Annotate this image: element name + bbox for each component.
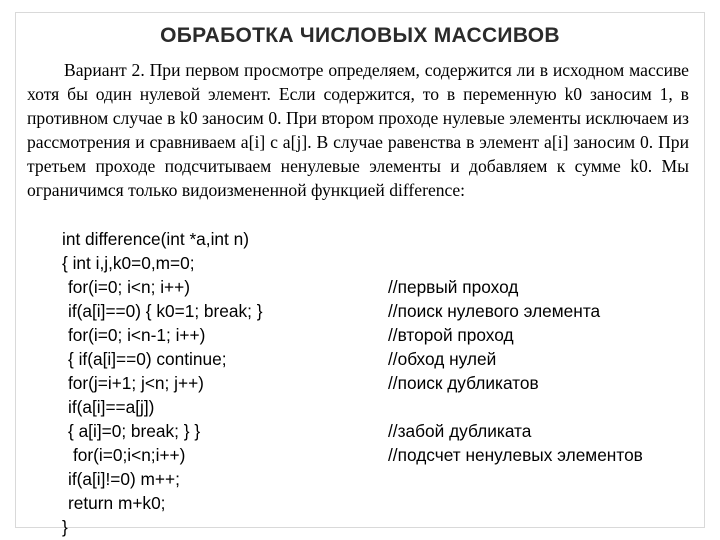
code-line: for(i=0; i<n; i++) <box>68 277 190 297</box>
code-line: for(i=0;i<n;i++) <box>73 445 186 465</box>
code-comment: //поиск нулевого элемента <box>388 301 601 321</box>
code-line: { a[i]=0; break; } } <box>68 421 201 441</box>
code-line: { if(a[i]==0) continue; <box>68 349 227 369</box>
code-line: int difference(int *a,int n) <box>62 229 249 249</box>
code-line: { int i,j,k0=0,m=0; <box>62 253 195 273</box>
slide-title: ОБРАБОТКА ЧИСЛОВЫХ МАССИВОВ <box>160 24 560 47</box>
code-comment: //поиск дубликатов <box>388 373 539 393</box>
code-line: if(a[i]==a[j]) <box>68 397 155 417</box>
code-line: for(j=i+1; j<n; j++) <box>68 373 204 393</box>
code-comment: //второй проход <box>388 325 514 345</box>
code-comment: //обход нулей <box>388 349 497 369</box>
code-line: for(i=0; i<n-1; i++) <box>68 325 206 345</box>
code-line: if(a[i]==0) { k0=1; break; } <box>68 301 263 321</box>
code-line: } <box>62 517 68 537</box>
code-line: if(a[i]!=0) m++; <box>68 469 180 489</box>
code-comment: //первый проход <box>388 277 519 297</box>
code-comment: //забой дубликата <box>388 421 532 441</box>
code-line: return m+k0; <box>68 493 166 513</box>
code-comment: //подсчет ненулевых элементов <box>388 445 643 465</box>
body-paragraph: Вариант 2. При первом просмотре определяем, содержится ли в исходном массиве хотя бы один нулевой элемент. Если содержится, то в переменную k0 заносим 1, в противном случае в k0 заносим 0. При втором проходе нулевые элементы исключаем из рассмотрения и сравниваем a[i] с a[j]. В случае равенства в элемент a[i] заносим 0. При третьем проходе подсчитываем ненулевые элементы и добавляем к сумме k0. Мы ограничимся только видоизмененной функцией difference: <box>27 60 689 201</box>
